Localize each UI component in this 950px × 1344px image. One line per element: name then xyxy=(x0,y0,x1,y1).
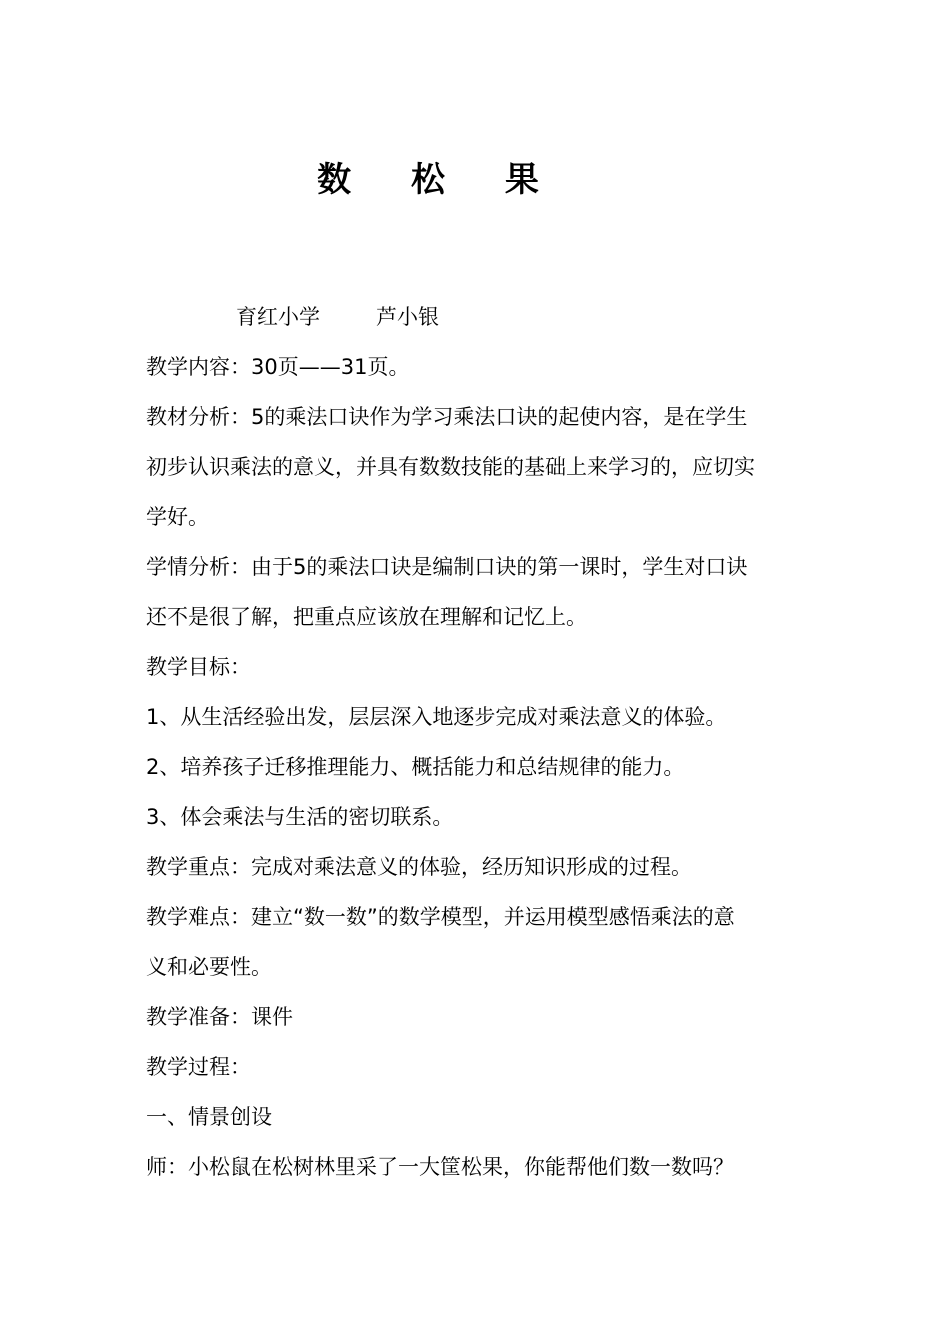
paragraph-line: 3、体会乘法与生活的密切联系。 xyxy=(146,805,454,829)
paragraph-line: 1、从生活经验出发，层层深入地逐步完成对乘法意义的体验。 xyxy=(146,705,727,729)
paragraph-line: 教学内容：30页——31页。 xyxy=(146,355,410,379)
paragraph-line: 学好。 xyxy=(146,505,209,529)
paragraph-line: 还不是很了解，把重点应该放在理解和记忆上。 xyxy=(146,605,587,629)
paragraph-line: 一、情景创设 xyxy=(146,1105,272,1129)
paragraph-line: 教材分析：5的乘法口诀作为学习乘法口诀的起使内容，是在学生 xyxy=(146,405,748,429)
paragraph-line: 师：小松鼠在松树林里采了一大筐松果，你能帮他们数一数吗？ xyxy=(146,1155,734,1179)
author-line xyxy=(146,292,810,342)
paragraph-line: 2、培养孩子迁移推理能力、概括能力和总结规律的能力。 xyxy=(146,755,685,779)
paragraph-line: 教学目标： xyxy=(146,655,251,679)
document-title: 数 松 果 xyxy=(317,160,563,200)
paragraph-line: 教学重点：完成对乘法意义的体验，经历知识形成的过程。 xyxy=(146,855,692,879)
paragraph-line: 教学准备：课件 xyxy=(146,1005,293,1029)
school-name: 育红小学 xyxy=(236,305,320,329)
paragraph-line: 学情分析：由于5的乘法口诀是编制口诀的第一课时，学生对口诀 xyxy=(146,555,748,579)
author-name: 芦小银 xyxy=(376,305,439,329)
paragraph-line: 教学过程： xyxy=(146,1055,251,1079)
document-body xyxy=(146,292,810,1192)
paragraph-line: 初步认识乘法的意义，并具有数数技能的基础上来学习的，应切实 xyxy=(146,455,755,479)
paragraph-line: 义和必要性。 xyxy=(146,955,272,979)
paragraph-line: 教学难点：建立“数一数”的数学模型，并运用模型感悟乘法的意 xyxy=(146,905,735,929)
